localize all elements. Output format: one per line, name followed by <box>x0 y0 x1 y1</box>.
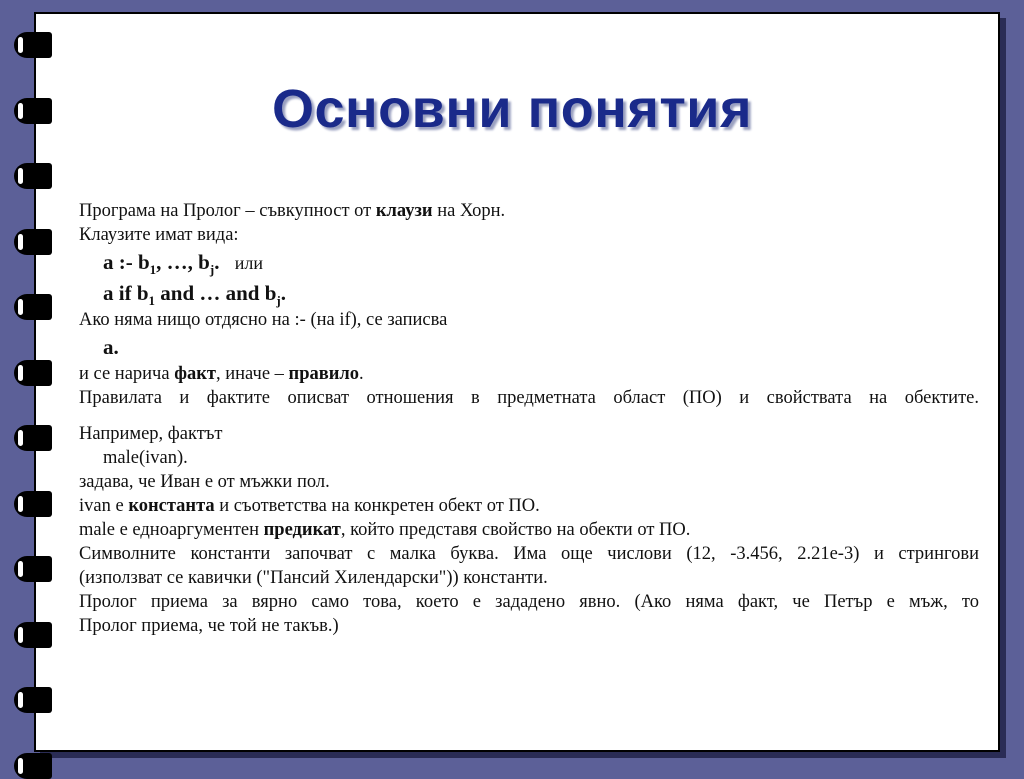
or-word: или <box>234 253 263 273</box>
subscript: j <box>209 262 215 278</box>
term-fact: факт <box>174 364 216 384</box>
page-title: Основни понятия <box>271 79 753 139</box>
ring-shine <box>18 496 23 512</box>
fact-rule-definition <box>79 362 979 386</box>
ring-shine <box>18 758 23 774</box>
clause-end: . <box>214 250 220 274</box>
subscript: 1 <box>148 293 156 309</box>
spacer <box>79 410 979 422</box>
clause-form-intro: Клаузите имат вида: <box>79 225 239 245</box>
text: и съответства на конкретен обект от ПО. <box>214 496 540 516</box>
predicate-explanation <box>79 518 979 542</box>
ring-shine <box>18 234 23 250</box>
binder-ring <box>14 491 52 517</box>
example-meaning: задава, че Иван е от мъжки пол. <box>79 472 330 492</box>
text: Програма на Пролог – съвкупност от <box>79 201 376 221</box>
ring-shine <box>18 365 23 381</box>
constant-explanation <box>79 494 979 518</box>
text: male е едноаргументен <box>79 520 264 540</box>
binder-ring <box>14 360 52 386</box>
ring-shine <box>18 627 23 643</box>
binder-ring <box>14 687 52 713</box>
binder-ring <box>14 163 52 189</box>
term-rule: правило <box>288 364 360 384</box>
constants-types-line1: Символните константи започват с малка буква. Има още числови (12, -3.456, 2.21e-3) и стрингови <box>79 544 979 564</box>
example-fact: male(ivan). <box>103 448 188 468</box>
clause-end: . <box>280 281 287 305</box>
fact-condition: Ако няма нищо отдясно на :- (на if), се записва <box>79 310 448 330</box>
text: и се нарича <box>79 364 175 384</box>
closed-world-line2: Пролог приема, че той не такъв.) <box>79 616 339 636</box>
paragraph-program-definition <box>79 199 979 223</box>
ring-shine <box>18 692 23 708</box>
term-clauses: клаузи <box>375 201 433 221</box>
clause-body: and … and b <box>155 281 277 305</box>
clause-syntax-if <box>79 278 979 308</box>
text: , иначе – <box>216 364 289 384</box>
example-intro: Например, фактът <box>79 424 223 444</box>
clause-head: a if b <box>103 281 149 305</box>
text: ivan е <box>79 496 129 516</box>
clause-body: , …, b <box>156 250 210 274</box>
slide-body <box>79 199 979 638</box>
clause-syntax-colon <box>79 247 979 278</box>
term-constant: константа <box>128 496 215 516</box>
subscript: 1 <box>149 262 157 278</box>
binder-ring <box>14 32 52 58</box>
ring-shine <box>18 168 23 184</box>
ring-shine <box>18 37 23 53</box>
text: . <box>359 364 364 384</box>
ring-shine <box>18 430 23 446</box>
subscript: j <box>276 293 281 309</box>
binder-ring <box>14 229 52 255</box>
binder-ring <box>14 753 52 779</box>
binder-ring <box>14 556 52 582</box>
binder-ring <box>14 294 52 320</box>
ring-shine <box>18 299 23 315</box>
closed-world-line1: Пролог приема за вярно само това, което е зададено явно. (Ако няма факт, че Петър е мъж, то <box>79 592 979 612</box>
binder-ring <box>14 622 52 648</box>
text: на Хорн. <box>432 201 506 221</box>
term-predicate: предикат <box>263 520 341 540</box>
constants-types-line2: (използват се кавички ("Пансий Хилендарски")) константи. <box>79 568 548 588</box>
text: , който представя свойство на обекти от ПО. <box>340 520 691 540</box>
binder-ring <box>14 425 52 451</box>
clause-head: a :- b <box>103 250 150 274</box>
rules-facts-description: Правилата и фактите описват отношения в предметната област (ПО) и свойствата на обектите. <box>79 388 979 408</box>
fact-syntax: a. <box>103 335 119 359</box>
ring-shine <box>18 561 23 577</box>
